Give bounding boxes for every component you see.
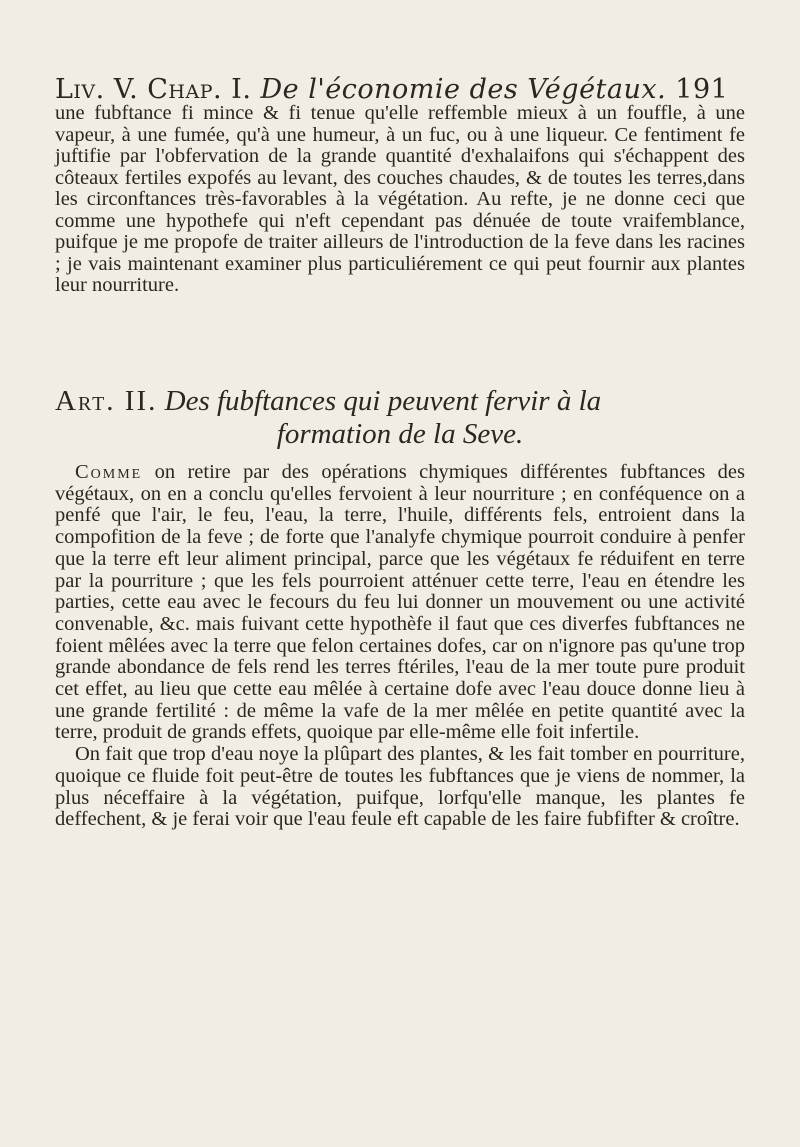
article-title-line2: formation de la Seve.: [276, 418, 524, 450]
article-body: [55, 462, 745, 831]
paragraph-1-text: on retire par des opérations chymiques différentes fubftances des végétaux, on en a conclu qu'elles fervoient à leur nourriture ; en conféquence on a penfé que l'air, le feu, l'eau, la terre, l'huile, différents fels, entroient dans la compofition de la feve ; de forte que l'analyfe chymique pourroit conduire à penfer que la terre eft leur aliment principal, parce que les végétaux fe réduifent en terre par la pourriture ; que les fels pourroient atténuer cette terre, l'eau en étendre les parties, cette eau avec le fecours du feu lui donner un mouvement ou une activité convenable, &c. mais fuivant cette hypothèfe il faut que ces diverfes fubftances ne foient mêlées avec la terre que felon certaines dofes, car on n'ignore pas qu'une trop grande abondance de fels rend les terres ftériles, l'eau de la mer toute pure produit cet effet, au lieu que cette eau mêlée à certaine dofe avec l'eau douce donne lieu à une grande fertilité : de même la vafe de la mer mêlée en petite quantité avec la terre, produit de grands effets, quoique par elle-même elle foit infertile.: [55, 461, 745, 744]
article-heading: [55, 385, 745, 451]
paragraph-2: On fait que trop d'eau noye la plûpart des plantes, & les fait tomber en pourriture, quoique ce fluide foit peut-être de toutes les fubftances que je viens de nommer, la plus néceffaire à la végétation, puifque, lorfqu'elle manque, les plantes fe deffechent, & je ferai voir que l'eau feule eft capable de les faire fubfifter & croître.: [55, 743, 745, 831]
header-title: De l'économie des Végétaux.: [260, 74, 667, 105]
article-title-line1: Des fubftances qui peuvent fervir à la: [164, 385, 602, 417]
intro-text: [55, 103, 745, 297]
article-label: Art. II.: [55, 385, 158, 417]
page-number: 191: [675, 74, 729, 105]
running-header: [55, 74, 745, 105]
header-chapter-ref: Liv. V. Chap. I.: [55, 74, 252, 105]
intro-paragraph: une fubftance fi mince & fi tenue qu'elle reffemble mieux à un fouffle, à une vapeur, à une fumée, qu'à une humeur, à un fuc, ou à une liqueur. Ce fentiment fe juftifie par l'obfervation de la grande quantité d'exhalaifons qui s'échappent des côteaux fertiles expofés au levant, des couches chaudes, & de toutes les terres,dans les circonftances très-favorables à la végétation. Au refte, je ne donne ceci que comme une hypothefe qui n'eft cependant pas dénuée de toute vraifemblance, puifque je me propofe de traiter ailleurs de l'introduction de la feve dans les racines ; je vais maintenant examiner plus particuliérement ce qui peut fournir aux plantes leur nourriture.: [55, 102, 745, 296]
paragraph-1-lead: Comme: [75, 461, 143, 483]
paragraph-1: [55, 462, 745, 744]
